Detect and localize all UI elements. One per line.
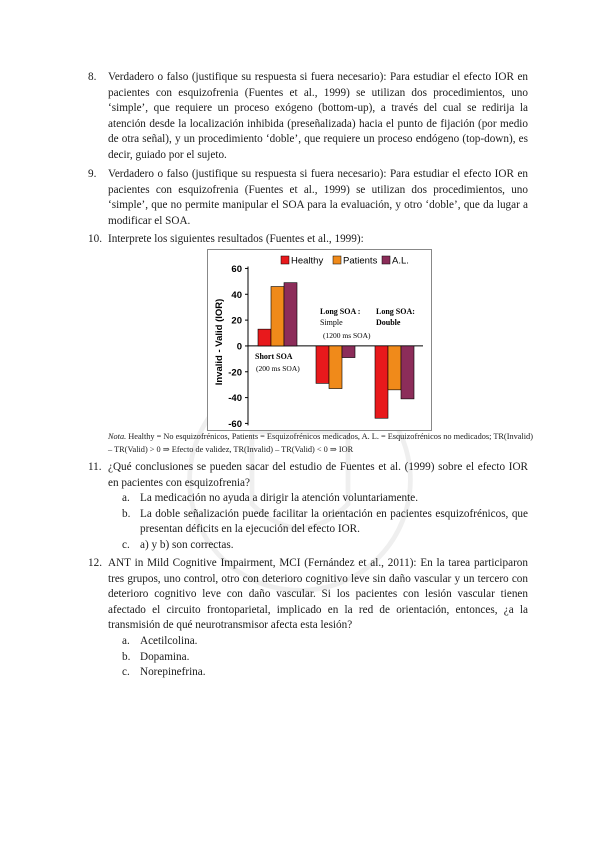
chart-note	[108, 431, 536, 456]
option-letter: c.	[122, 666, 130, 678]
group-label-double-title: Long SOA:	[376, 307, 415, 316]
question-12-number: 12.	[88, 557, 102, 569]
legend-swatch	[382, 256, 390, 264]
bar-patients-2	[388, 346, 401, 390]
question-12-text: ANT in Mild Cognitive Impairment, MCI (Fernández et al., 2011): En la tarea participaron tres grupos, uno control, otro con deterioro cognitivo leve sin daño vascular y un tercero con deterioro cognitivo leve con daño vascular. Si los pacientes con lesión vascular tienen afectado el circuito frontoparietal, implicado en la red de orientación, entonces, ¿a la transmisión de qué neurotransmisor afecta esta lesión?	[108, 557, 528, 631]
option-text: Acetilcolina.	[140, 635, 198, 647]
legend-label: Healthy	[291, 255, 324, 267]
question-8-number: 8.	[88, 71, 97, 83]
ior-chart	[207, 249, 432, 431]
y-tick-label: -20	[228, 367, 242, 379]
legend-label: Patients	[343, 255, 378, 267]
group-label-short-title: Short SOA	[255, 352, 293, 361]
question-11-option-c[interactable]	[108, 538, 528, 554]
note-text: Healthy = No esquizofrénicos, Patients = Esquizofrénicos medicados, A. L. = Esquizofrénicos no medicados; TR(Invalid) – TR(Valid) > 0 ⇒ Efecto de validez, TR(Invalid) – TR(Valid) < 0 ⇒ IOR	[108, 432, 533, 454]
y-tick-label: 60	[231, 263, 242, 275]
group-label-double-sub: Double	[376, 318, 401, 327]
question-8	[88, 70, 528, 163]
bar-patients-1	[329, 346, 342, 389]
question-10-number: 10.	[88, 233, 102, 245]
question-12-options	[108, 634, 528, 681]
y-tick-label: -40	[228, 393, 242, 405]
question-11-text: ¿Qué conclusiones se pueden sacar del estudio de Fuentes et al. (1999) sobre el efecto IOR en pacientes con esquizofrenia?	[108, 461, 528, 489]
bar-healthy-1	[316, 346, 329, 383]
note-label: Nota.	[108, 432, 127, 441]
legend-label: A.L.	[392, 255, 409, 267]
question-12-option-c[interactable]	[108, 665, 528, 681]
option-text: Dopamina.	[140, 650, 190, 663]
question-12	[88, 556, 528, 634]
legend-swatch	[333, 256, 341, 264]
option-letter: a.	[122, 492, 130, 504]
option-letter: b.	[122, 507, 131, 520]
bar-healthy-0	[258, 329, 271, 346]
question-11-option-b[interactable]	[108, 507, 528, 538]
option-text: La medicación no ayuda a dirigir la atención voluntariamente.	[140, 492, 419, 504]
option-text: Norepinefrina.	[140, 666, 206, 678]
question-11-option-a[interactable]	[108, 491, 528, 507]
option-text: La doble señalización puede facilitar la orientación en pacientes esquizofrénicos, que presentan déficits en la ejecución del efecto IOR.	[140, 507, 528, 535]
bar-healthy-2	[375, 346, 388, 418]
group-label-simple-sub2: (1200 ms SOA)	[323, 331, 371, 340]
y-axis-label: Invalid - Valid (IOR)	[214, 298, 225, 386]
question-12-option-b[interactable]	[108, 650, 528, 666]
question-9-text: Verdadero o falso (justifique su respuesta si fuera necesario): Para estudiar el efecto IOR en pacientes con esquizofrenia (Fuentes et al., 1999) se utilizan dos procedimientos, uno ‘simple’, que no permite manipular el SOA para la evaluación, y otro ‘doble’, que da lugar a modificar el SOA.	[108, 168, 528, 227]
y-tick-label: 20	[231, 315, 242, 327]
option-letter: b.	[122, 650, 131, 663]
bar-al-0	[284, 283, 297, 346]
bar-patients-0	[271, 287, 284, 346]
question-11-number: 11.	[88, 461, 102, 473]
group-label-simple-title: Long SOA :	[320, 307, 361, 316]
y-tick-label: 40	[231, 289, 242, 301]
question-8-text: Verdadero o falso (justifique su respuesta si fuera necesario): Para estudiar el efecto IOR en pacientes con esquizofrenia (Fuentes et al., 1999) se utilizan dos procedimientos, uno ‘simple’, que requiere un proceso exógeno (bottom-up), a través del cual se redirija la atención desde la localización inhibida (preseñalizada) hacia el punto de fijación (por medio de otra señal), y un procedimiento ‘doble’, que requiere un proceso endógeno (top-down), es decir, guiado por el sujeto.	[108, 71, 528, 161]
question-12-option-a[interactable]	[108, 634, 528, 650]
option-text: a) y b) son correctas.	[140, 538, 234, 551]
question-10	[88, 232, 528, 248]
y-tick-label: -60	[228, 418, 242, 430]
bar-al-2	[401, 346, 414, 399]
group-label-simple-sub1: Simple	[320, 318, 343, 327]
option-letter: c.	[122, 538, 130, 551]
question-10-text: Interprete los siguientes resultados (Fuentes et al., 1999):	[108, 233, 364, 245]
group-label-short-sub: (200 ms SOA)	[256, 364, 300, 373]
question-9-number: 9.	[88, 168, 97, 180]
ior-chart-svg	[208, 250, 431, 430]
question-11-options	[108, 491, 528, 553]
bar-al-1	[342, 346, 355, 358]
question-11	[88, 460, 528, 491]
legend-swatch	[281, 256, 289, 264]
option-letter: a.	[122, 635, 130, 647]
y-tick-label: 0	[236, 341, 242, 353]
question-9	[88, 167, 528, 229]
